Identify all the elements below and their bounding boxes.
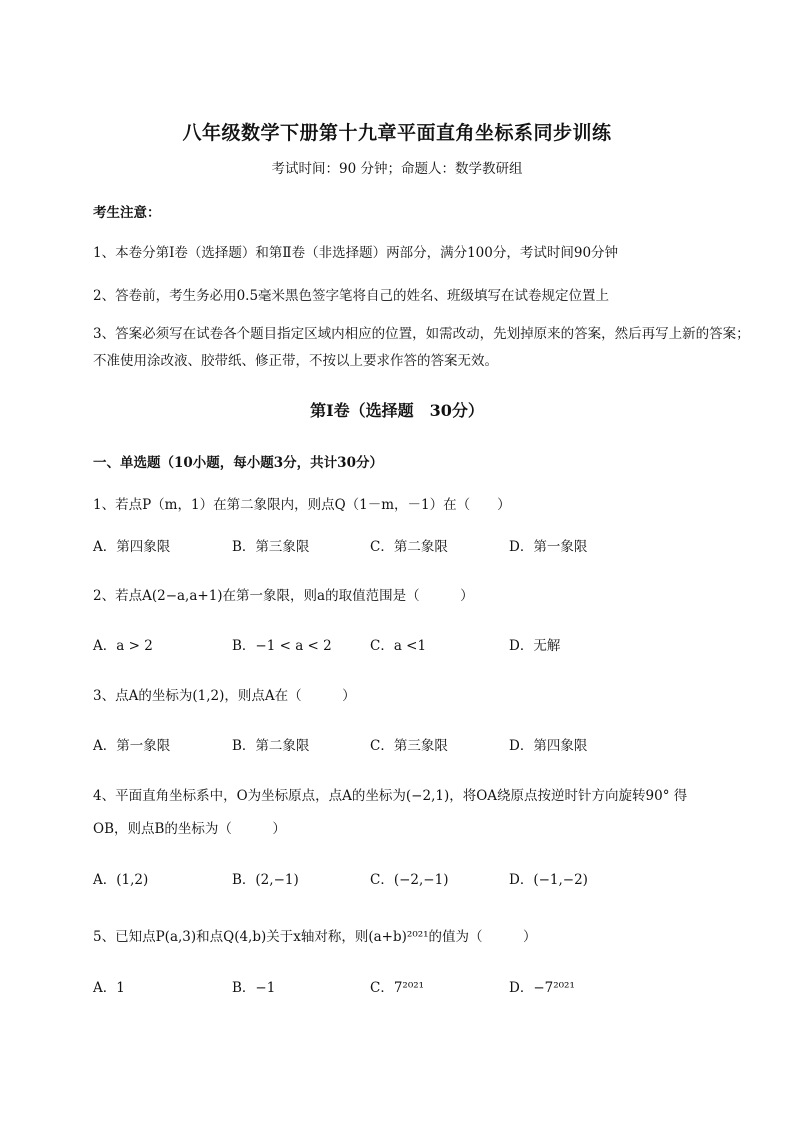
part-heading: 第Ⅰ卷（选择题 30分） [310, 401, 484, 420]
option-c[interactable]: C．7²⁰²¹ [370, 980, 425, 996]
option-a[interactable]: A．(1,2) [93, 872, 149, 888]
option-d[interactable]: D．−7²⁰²¹ [509, 980, 575, 996]
question-3-stem: 3、点A的坐标为(1,2)，则点A在（ ） [93, 688, 356, 704]
option-c[interactable]: C．(−2,−1) [370, 872, 449, 888]
option-a[interactable]: A．1 [93, 980, 125, 996]
option-c[interactable]: C．第二象限 [370, 539, 448, 555]
question-5-stem: 5、已知点P(a,3)和点Q(4,b)关于x轴对称，则(a+b)²⁰²¹的值为（ ） [93, 929, 537, 945]
option-b[interactable]: B．−1 [232, 980, 276, 996]
option-c[interactable]: C．a <1 [370, 638, 427, 654]
option-a[interactable]: A．a > 2 [93, 638, 153, 654]
option-d[interactable]: D．(−1,−2) [509, 872, 588, 888]
note-item-3: 3、答案必须写在试卷各个题目指定区域内相应的位置，如需改动，先划掉原来的答案，然后再写上新的答案；不准使用涂改液、胶带纸、修正带，不按以上要求作答的答案无效。 [93, 326, 750, 369]
question-1-stem: 1、若点P（m，1）在第二象限内，则点Q（1－m，－1）在（ ） [93, 497, 511, 513]
notes-heading: 考生注意： [93, 205, 161, 221]
option-b[interactable]: B．−1 < a < 2 [232, 638, 332, 654]
option-a[interactable]: A．第一象限 [93, 738, 171, 754]
option-b[interactable]: B．第二象限 [232, 738, 310, 754]
exam-info: 考试时间：90 分钟；命题人：数学教研组 [271, 161, 523, 177]
page-title: 八年级数学下册第十九章平面直角坐标系同步训练 [182, 122, 612, 144]
option-b[interactable]: B．第三象限 [232, 539, 310, 555]
option-c[interactable]: C．第三象限 [370, 738, 448, 754]
question-4-stem-continued: OB，则点B的坐标为（ ） [93, 821, 286, 837]
option-d[interactable]: D．第一象限 [509, 539, 588, 555]
section-heading: 一、单选题（10小题，每小题3分，共计30分） [93, 455, 383, 471]
option-d[interactable]: D．无解 [509, 638, 561, 654]
note-item-2: 2、答卷前，考生务必用0.5毫米黑色签字笔将自己的姓名、班级填写在试卷规定位置上 [93, 288, 610, 304]
option-a[interactable]: A．第四象限 [93, 539, 171, 555]
option-d[interactable]: D．第四象限 [509, 738, 588, 754]
question-2-stem: 2、若点A(2−a,a+1)在第一象限，则a的取值范围是（ ） [93, 588, 474, 604]
question-4-stem: 4、平面直角坐标系中，O为坐标原点，点A的坐标为(−2,1)，将OA绕原点按逆时针方向旋转90° 得 [93, 788, 688, 804]
option-b[interactable]: B．(2,−1) [232, 872, 299, 888]
note-item-1: 1、本卷分第Ⅰ卷（选择题）和第Ⅱ卷（非选择题）两部分，满分100分，考试时间90分钟 [93, 245, 619, 261]
